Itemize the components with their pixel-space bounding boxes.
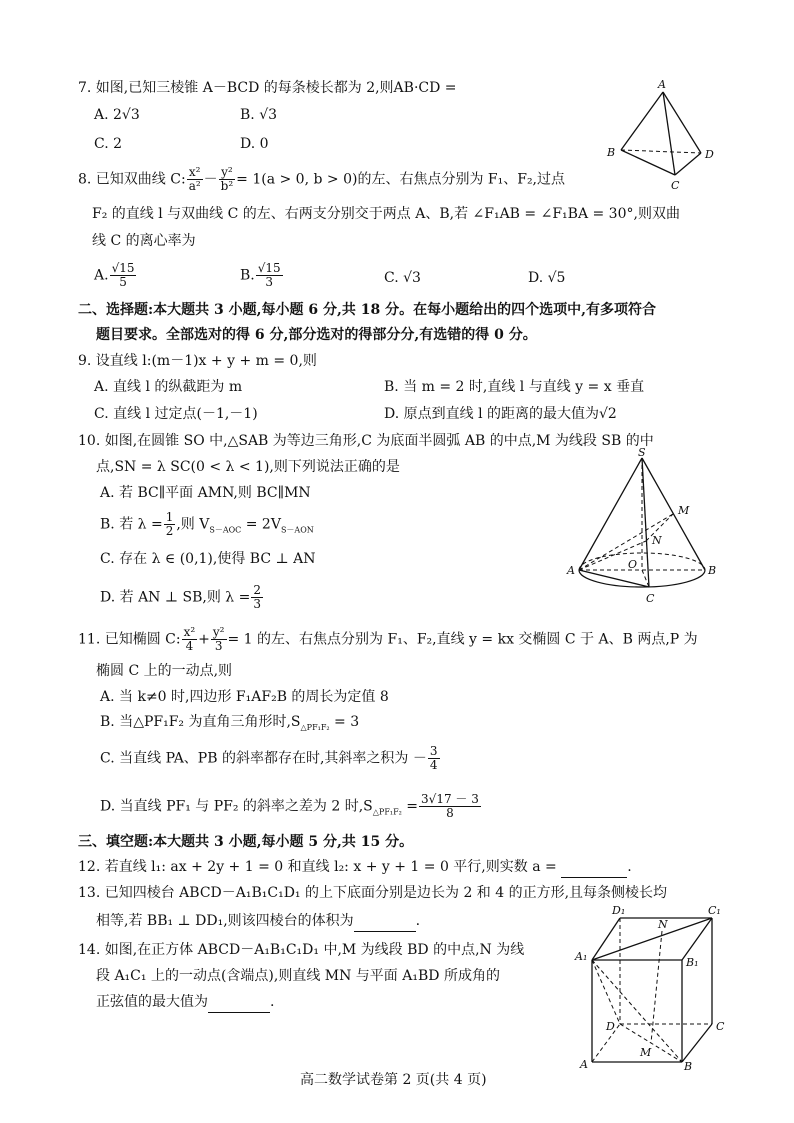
q8-option-a-num: √15 [111,261,135,275]
q11-stem-line2: 椭圆 C 上的一动点,则 [96,663,233,679]
q14-answer-blank[interactable] [208,992,270,1013]
q10-label-o: O [628,558,638,571]
q11-option-d-sub: △PF₁F₂ [372,807,402,817]
q9-option-c: C. 直线 l 过定点(－1,－1) [94,406,258,422]
q14-cube-figure [572,904,732,1072]
q11-option-c-fraction [428,745,440,772]
q14-stem-line3 [96,992,274,1013]
q11-option-b-prefix: B. 当△PF₁F₂ 为直角三角形时,S [100,714,301,730]
q11-option-d-num: 3√17 － 3 [421,792,479,806]
q7-label-d: D [705,148,714,161]
q13-stem-line1: 13. 已知四棱台 ABCD－A₁B₁C₁D₁ 的上下底面分别是边长为 2 和 4 的正方形,且每条侧棱长均 [78,885,668,901]
q11-option-d-eq: = [401,798,419,815]
q14-label-d: D [606,1020,615,1033]
q8-option-a [94,262,137,289]
q8-stem-line1: 8. 已知双曲线 C: $\frac{\text{x²}}{\text{a²}}$ － $\frac{\text{y²}}{\text{b²}}$ = 1(a > 0, b > 0)的左、右焦点分别为 F₁、F₂,过点 [78,165,566,193]
q8-option-d: D. √5 [528,270,566,286]
q10-option-b-sub1: S－AOC [209,525,242,535]
q14-label-n: N [658,918,668,931]
q10-option-b-sub2: S－AON [280,525,314,535]
q14-label-b: B [684,1060,693,1072]
q14-label-c1: C₁ [708,904,721,917]
q11-frac1-den: 4 [185,639,194,653]
q13-end: . [415,913,421,929]
q10-option-d-prefix: D. 若 AN ⊥ SB,则 λ = [100,589,251,606]
q12-stem [78,857,632,878]
q11-stem-line1: 11. 已知椭圆 C: $\frac{\text{x²}}{4}$ + $\frac{\text{y²}}{3}$ = 1 的左、右焦点分别为 F₁、F₂,直线 y = kx 交椭圆 C 于 A、B 两点,P 为 [78,625,698,653]
q11-stem-prefix: 11. 已知椭圆 C: [78,631,181,648]
q7-option-b: B. √3 [240,107,278,123]
q11-option-b-sub: △PF₁F₂ [300,722,330,732]
q14-text: 正弦值的最大值为 [96,994,208,1010]
section2-heading-line1: 二、选择题:本大题共 3 小题,每小题 6 分,共 18 分。在每小题给出的四个选项中,有多项符合 [78,302,656,318]
q11-stem-suffix: = 1 的左、右焦点分别为 F₁、F₂,直线 y = kx 交椭圆 C 于 A、B 两点,P 为 [227,631,698,648]
q8-option-b-label: B. [240,267,255,284]
q7-label-a: A [658,78,666,91]
q8-fraction-y [219,166,236,193]
q12-answer-blank[interactable] [561,857,627,878]
q7-stem: 7. 如图,已知三棱锥 A－BCD 的每条棱长都为 2,则AB·CD = [78,80,457,96]
q11-frac2-den: 3 [214,639,223,653]
q12-text: 12. 若直线 l₁: ax + 2y + 1 = 0 和直线 l₂: x + y + 1 = 0 平行,则实数 a = [78,859,557,875]
q10-option-b-text2: = 2V [241,516,281,533]
q8-stem-prefix: 8. 已知双曲线 C: [78,171,186,188]
q10-option-b-text: ,则 V [176,516,210,533]
q10-label-c: C [646,592,655,605]
q10-option-a: A. 若 BC∥平面 AMN,则 BC∥MN [100,485,311,501]
q13-answer-blank[interactable] [354,911,416,932]
q14-end: . [270,994,275,1010]
q8-option-c: C. √3 [384,270,421,286]
q7-label-b: B [607,146,616,159]
q11-option-d-fraction [419,793,481,820]
q14-stem-line2: 段 A₁C₁ 上的一动点(含端点),则直线 MN 与平面 A₁BD 所成角的 [96,968,500,984]
q8-stem-suffix: = 1(a > 0, b > 0)的左、右焦点分别为 F₁、F₂,过点 [236,171,566,188]
q11-option-c-prefix: C. 当直线 PA、PB 的斜率都存在时,其斜率之积为 － [100,750,427,767]
q13-stem-line2 [96,911,420,932]
q8-frac2-den: b² [220,179,234,193]
q14-label-a1: A₁ [575,950,588,963]
q9-option-a: A. 直线 l 的纵截距为 m [94,379,243,395]
q10-option-b [100,511,314,540]
q14-label-m: M [640,1046,652,1059]
q10-stem-line1: 10. 如图,在圆锥 SO 中,△SAB 为等边三角形,C 为底面半圆弧 AB 的中点,M 为线段 SB 的中 [78,433,654,449]
q9-option-b: B. 当 m = 2 时,直线 l 与直线 y = x 垂直 [384,379,645,395]
q9-stem: 9. 设直线 l:(m－1)x + y + m = 0,则 [78,353,317,369]
q8-option-b-den: 3 [265,275,274,289]
q11-frac2-num: y² [212,625,225,639]
q7-option-d: D. 0 [240,136,269,152]
q10-stem-line2: 点,SN = λ SC(0 < λ < 1),则下列说法正确的是 [96,459,400,475]
section2-heading-line2: 题目要求。全部选对的得 6 分,部分选对的得部分分,有选错的得 0 分。 [96,327,537,343]
q14-stem-line1: 14. 如图,在正方体 ABCD－A₁B₁C₁D₁ 中,M 为线段 BD 的中点,N 为线 [78,942,525,958]
q11-frac1-num: x² [183,625,196,639]
q11-option-d-prefix: D. 当直线 PF₁ 与 PF₂ 的斜率之差为 2 时,S [100,798,373,815]
q10-option-b-prefix: B. 若 λ = [100,516,163,533]
q11-option-a: A. 当 k≠0 时,四边形 F₁AF₂B 的周长为定值 8 [100,689,389,705]
q12-end: . [627,859,632,875]
q8-stem-line2: F₂ 的直线 l 与双曲线 C 的左、右两支分别交于两点 A、B,若 ∠F₁AB = ∠F₁BA = 30°,则双曲 [92,206,680,222]
q13-text: 相等,若 BB₁ ⊥ DD₁,则该四棱台的体积为 [96,913,354,929]
q14-label-c: C [716,1020,725,1033]
q10-cone-figure [562,448,722,606]
q11-option-c-num: 3 [429,744,438,758]
q11-option-d [100,793,482,822]
q10-option-c: C. 存在 λ ∈ (0,1),使得 BC ⊥ AN [100,551,316,567]
q11-fraction-x [182,626,198,653]
q10-label-a: A [567,564,575,577]
q10-label-b: B [708,564,717,577]
q8-fraction-x [187,166,203,193]
q10-option-d-den: 3 [253,597,261,611]
q8-option-a-den: 5 [119,275,127,289]
q14-label-d1: D₁ [612,904,626,917]
q8-option-b-num: √15 [257,261,281,275]
q11-fraction-y [211,626,227,653]
q8-option-b [240,262,284,289]
q10-label-m: M [678,504,690,517]
q7-label-c: C [671,179,680,192]
q11-option-c-den: 4 [429,758,438,772]
q9-option-d: D. 原点到直线 l 的距离的最大值为√2 [384,406,617,422]
q8-frac1-num: x² [187,166,203,180]
q8-option-a-label: A. [94,267,109,284]
q7-option-c: C. 2 [94,136,123,152]
q7-option-a: A. 2√3 [94,107,140,123]
q8-stem-line3: 线 C 的离心率为 [92,233,196,249]
q11-option-b [100,712,359,738]
q10-option-b-num: 1 [165,510,174,524]
q8-frac2-num: y² [219,166,236,180]
q10-option-b-fraction [164,511,176,538]
q14-label-b1: B₁ [686,956,699,969]
q11-option-b-suffix: = 3 [329,714,360,730]
q8-option-b-fraction [256,262,283,289]
q10-label-s: S [638,448,646,459]
q10-option-b-den: 2 [165,524,174,538]
q10-option-d-num: 2 [253,583,261,597]
q14-label-a: A [580,1058,588,1071]
q8-option-a-fraction [110,262,137,289]
q11-option-d-den: 8 [446,806,454,820]
q10-label-n: N [652,534,662,547]
page-footer: 高二数学试卷第 2 页(共 4 页) [300,1072,487,1088]
q7-tetrahedron-figure [595,78,725,193]
q8-frac1-den: a² [188,179,201,193]
q11-option-c [100,745,441,772]
section3-heading: 三、填空题:本大题共 3 小题,每小题 5 分,共 15 分。 [78,834,414,850]
q10-option-d [100,584,264,611]
q10-option-d-fraction [251,584,263,611]
